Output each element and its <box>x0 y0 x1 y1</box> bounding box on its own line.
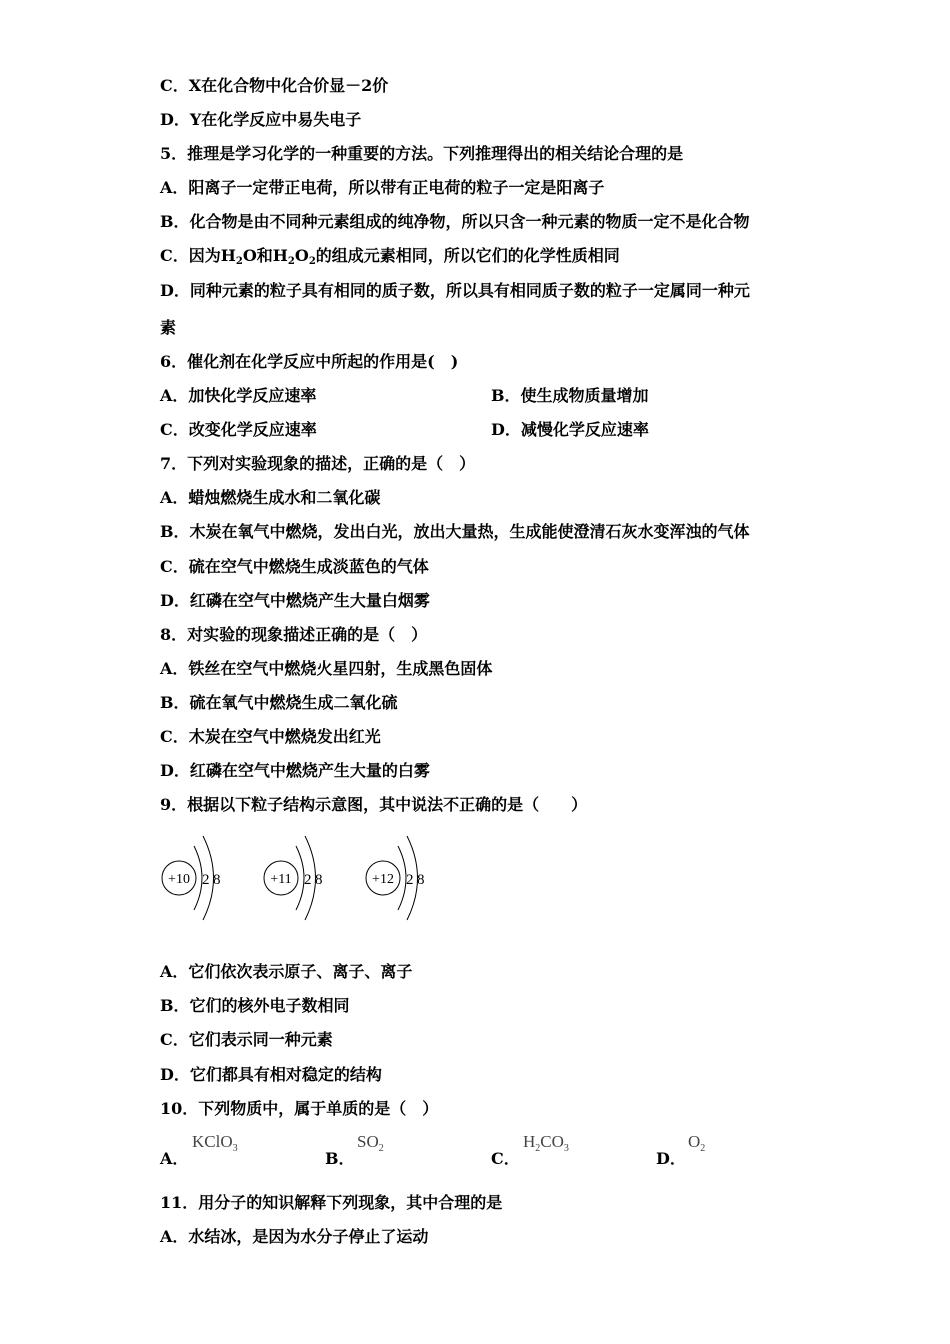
q5-option-d: D．同种元素的粒子具有相同的质子数，所以具有相同质子数的粒子一定属同一种元 <box>160 281 750 300</box>
q4-option-c: C．X在化合物中化合价显－2价 <box>160 76 389 95</box>
q6-option-a: A．加快化学反应速率 <box>160 386 317 405</box>
nucleus-label: +12 <box>372 872 394 887</box>
nucleus-label: +11 <box>270 872 292 887</box>
q8-option-a: A．铁丝在空气中燃烧火星四射，生成黑色固体 <box>160 659 493 678</box>
particle-1 <box>162 836 221 920</box>
shell-2-electrons: 8 <box>315 872 323 888</box>
q8-option-b: B．硫在氧气中燃烧生成二氧化硫 <box>160 693 398 712</box>
q6-option-c: C．改变化学反应速率 <box>160 420 317 439</box>
q9-option-b: B．它们的核外电子数相同 <box>160 996 350 1015</box>
q5-option-d-cont: 素 <box>160 318 177 337</box>
q5-option-a: A．阳离子一定带正电荷，所以带有正电荷的粒子一定是阳离子 <box>160 178 605 197</box>
particle-2 <box>264 836 323 920</box>
nucleus-label: +10 <box>168 872 190 887</box>
q7-option-d: D．红磷在空气中燃烧产生大量白烟雾 <box>160 591 430 610</box>
q7-option-b: B．木炭在氧气中燃烧，发出白光，放出大量热，生成能使澄清石灰水变浑浊的气体 <box>160 522 750 541</box>
q9-option-c: C．它们表示同一种元素 <box>160 1030 333 1049</box>
shell-2-electrons: 8 <box>417 872 425 888</box>
q7-option-a: A．蜡烛燃烧生成水和二氧化碳 <box>160 488 381 507</box>
particle-3 <box>366 836 425 920</box>
formula: $O_2$ <box>688 1132 706 1154</box>
q8-stem: 8．对实验的现象描述正确的是（ ） <box>160 625 428 644</box>
q5-option-b: B．化合物是由不同种元素组成的纯净物，所以只含一种元素的物质一定不是化合物 <box>160 212 750 231</box>
q6-stem: 6．催化剂在化学反应中所起的作用是( ) <box>160 352 459 371</box>
q11-option-a: A．水结冰，是因为水分子停止了运动 <box>160 1227 429 1246</box>
shell-2-electrons: 8 <box>213 872 221 888</box>
q9-option-d: D．它们都具有相对稳定的结构 <box>160 1065 382 1084</box>
formula: $SO_2$ <box>357 1132 384 1154</box>
q8-option-d: D．红磷在空气中燃烧产生大量的白雾 <box>160 761 430 780</box>
q11-stem: 11．用分子的知识解释下列现象，其中合理的是 <box>160 1193 503 1212</box>
q8-option-c: C．木炭在空气中燃烧发出红光 <box>160 727 381 746</box>
formula: KClO$_3$ <box>192 1132 238 1154</box>
shell-1-electrons: 2 <box>202 872 210 888</box>
q6-option-b: B．使生成物质量增加 <box>491 386 649 405</box>
particle-structure-diagram <box>158 826 448 926</box>
q6-option-d: D．减慢化学反应速率 <box>491 420 649 439</box>
formula: $H_2CO_3$ <box>523 1132 569 1154</box>
q7-stem: 7．下列对实验现象的描述，正确的是（ ） <box>160 454 476 473</box>
q4-option-d: D．Y在化学反应中易失电子 <box>160 110 362 129</box>
q7-option-c: C．硫在空气中燃烧生成淡蓝色的气体 <box>160 557 429 576</box>
shell-1-electrons: 2 <box>406 872 414 888</box>
q5-stem: 5．推理是学习化学的一种重要的方法。下列推理得出的相关结论合理的是 <box>160 144 684 163</box>
q10-stem: 10．下列物质中，属于单质的是（ ） <box>160 1099 439 1118</box>
q9-option-a: A．它们依次表示原子、离子、离子 <box>160 962 413 981</box>
q5-option-c: C．因为$H_2O$和$H_2O_2$的组成元素相同，所以它们的化学性质相同 <box>160 246 620 267</box>
shell-1-electrons: 2 <box>304 872 312 888</box>
q9-stem: 9．根据以下粒子结构示意图，其中说法不正确的是（ ） <box>160 795 588 814</box>
